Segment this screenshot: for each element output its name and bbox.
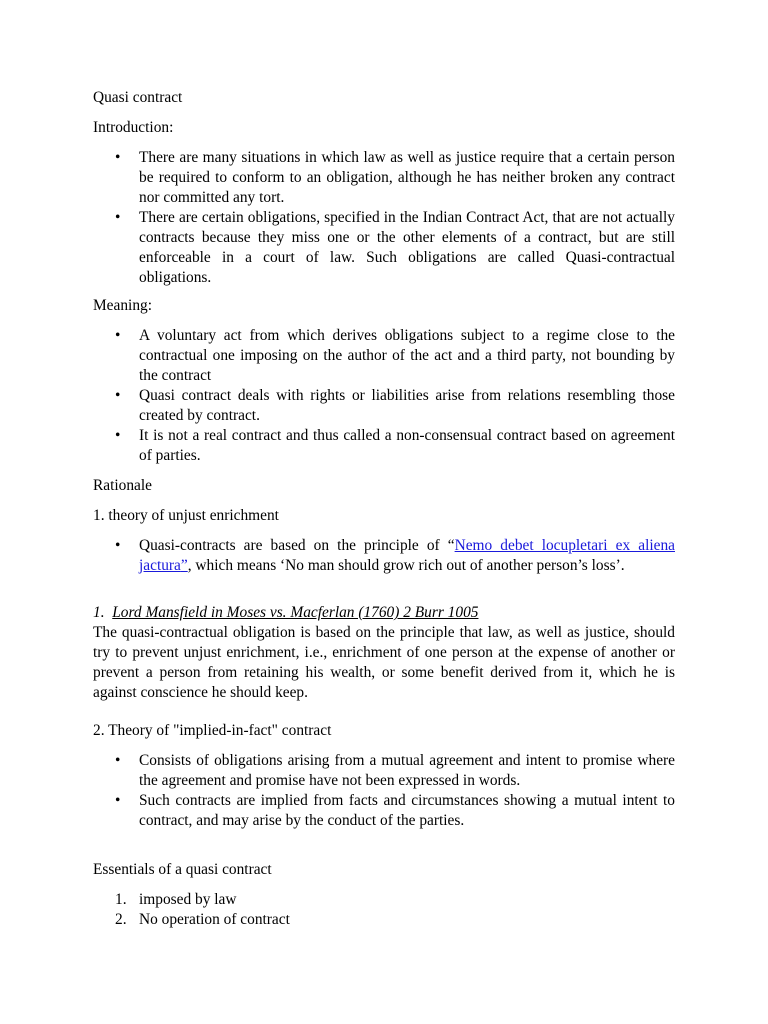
bullet-icon: • [115, 387, 121, 404]
bullet-icon: • [115, 209, 121, 226]
theory-2-list [93, 751, 675, 831]
introduction-list [93, 148, 675, 288]
case-citation: Lord Mansfield in Moses vs. Macferlan (1760) 2 Burr 1005 [112, 604, 479, 621]
case-paragraph: The quasi-contractual obligation is based on the principle that law, as well as justice, should try to prevent unjust enrichment, i.e., enrichment of one person at the expense of another or prevent a person from retaining his wealth, or some benefit derived from it, which he is against conscience he should keep. [93, 624, 675, 701]
list-item: • There are many situations in which law as well as justice require that a certain person be required to conform to an obligation, although he has neither broken any contract nor committed any tort. [115, 149, 675, 206]
theory-1-heading: 1. theory of unjust enrichment [93, 507, 279, 524]
list-item: • Such contracts are implied from facts and circumstances showing a mutual intent to contract, and may arise by the conduct of the parties. [115, 792, 675, 829]
bullet-icon: • [115, 327, 121, 344]
meaning-list [93, 326, 675, 466]
introduction-heading: Introduction: [93, 119, 174, 136]
theory-2-heading: 2. Theory of "implied-in-fact" contract [93, 722, 332, 739]
theory-1-list [93, 536, 675, 576]
document-title: Quasi contract [93, 89, 183, 106]
case-number: 1. [93, 604, 105, 621]
list-item: • It is not a real contract and thus called a non-consensual contract based on agreement of parties. [115, 427, 675, 464]
nemo-debet-link[interactable]: Nemo debet locupletari ex aliena jactura [139, 537, 675, 574]
list-item: 2. No operation of contract [115, 911, 290, 928]
list-item: • There are certain obligations, specified in the Indian Contract Act, that are not actually contracts because they miss one or the other elements of a contract, but are still enforceable in a court of law. Such obligations are called Quasi-contractual obligations. [115, 209, 675, 286]
essentials-heading: Essentials of a quasi contract [93, 861, 272, 878]
rationale-heading: Rationale [93, 477, 152, 494]
bullet-icon: • [115, 792, 121, 809]
bullet-icon: • [115, 427, 121, 444]
meaning-heading: Meaning: [93, 297, 152, 314]
bullet-icon: • [115, 752, 121, 769]
link-quote[interactable]: ” [180, 557, 188, 574]
essentials-list [93, 890, 675, 930]
list-item: • A voluntary act from which derives obligations subject to a regime close to the contractual one imposing on the author of the act and a third party, not bounding by the contract [115, 327, 675, 384]
bullet-icon: • [115, 149, 121, 166]
list-item: 1. imposed by law [115, 891, 237, 908]
list-item: • Quasi contract deals with rights or liabilities arise from relations resembling those created by contract. [115, 387, 675, 424]
list-item: • Consists of obligations arising from a mutual agreement and intent to promise where the agreement and promise have not been expressed in words. [115, 752, 675, 789]
list-item: • Quasi-contracts are based on the principle of “Nemo debet locupletari ex aliena jactura”, which means ‘No man should grow rich out of another person’s loss’. [115, 537, 675, 574]
bullet-icon: • [115, 537, 121, 554]
case-citation-line [93, 603, 675, 623]
